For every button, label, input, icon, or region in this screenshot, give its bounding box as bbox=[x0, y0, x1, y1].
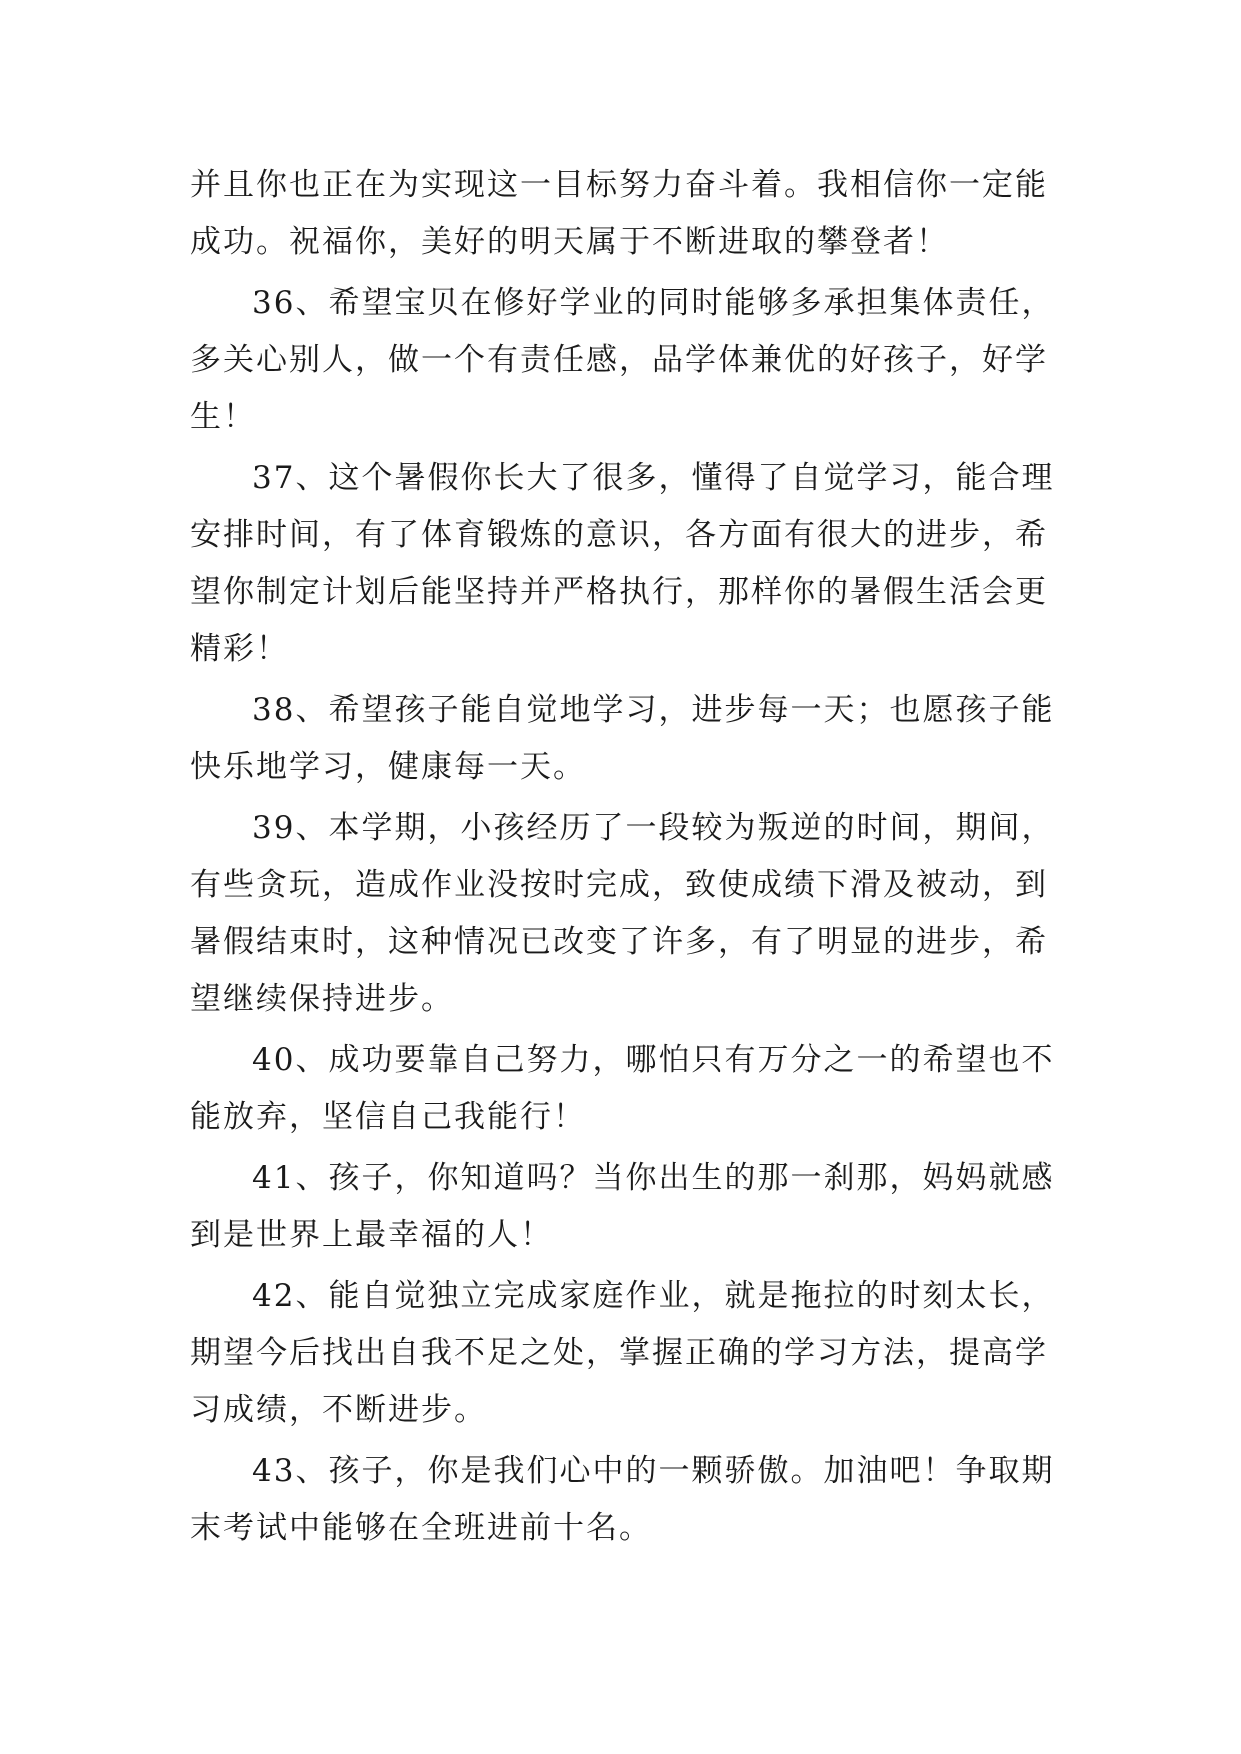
text-line: 42、能自觉独立完成家庭作业，就是拖拉的时刻太长， bbox=[252, 1278, 1055, 1314]
text-line: 多关心别人，做一个有责任感，品学体兼优的好孩子，好学 bbox=[190, 342, 1048, 378]
text-line: 有些贪玩，造成作业没按时完成，致使成绩下滑及被动，到 bbox=[190, 867, 1048, 903]
text-line: 望继续保持进步。 bbox=[190, 981, 454, 1017]
text-line: 37、这个暑假你长大了很多，懂得了自觉学习，能合理 bbox=[252, 460, 1055, 496]
text-line: 末考试中能够在全班进前十名。 bbox=[190, 1510, 652, 1546]
text-line: 40、成功要靠自己努力，哪怕只有万分之一的希望也不 bbox=[252, 1042, 1055, 1078]
text-line: 生！ bbox=[190, 399, 256, 435]
text-line: 41、孩子，你知道吗？当你出生的那一刹那，妈妈就感 bbox=[252, 1160, 1055, 1196]
text-line: 能放弃，坚信自己我能行！ bbox=[190, 1099, 586, 1135]
text-line: 36、希望宝贝在修好学业的同时能够多承担集体责任， bbox=[252, 285, 1055, 321]
text-line: 到是世界上最幸福的人！ bbox=[190, 1217, 553, 1253]
text-line: 并且你也正在为实现这一目标努力奋斗着。我相信你一定能 bbox=[190, 167, 1048, 203]
text-line: 期望今后找出自我不足之处，掌握正确的学习方法，提高学 bbox=[190, 1335, 1048, 1371]
text-line: 39、本学期，小孩经历了一段较为叛逆的时间，期间， bbox=[252, 810, 1055, 846]
text-line: 43、孩子，你是我们心中的一颗骄傲。加油吧！争取期 bbox=[252, 1453, 1055, 1489]
text-line: 38、希望孩子能自觉地学习，进步每一天；也愿孩子能 bbox=[252, 692, 1055, 728]
text-line: 快乐地学习，健康每一天。 bbox=[190, 749, 586, 785]
text-line: 暑假结束时，这种情况已改变了许多，有了明显的进步，希 bbox=[190, 924, 1048, 960]
text-line: 安排时间，有了体育锻炼的意识，各方面有很大的进步，希 bbox=[190, 517, 1048, 553]
text-line: 望你制定计划后能坚持并严格执行，那样你的暑假生活会更 bbox=[190, 574, 1048, 610]
text-line: 习成绩，不断进步。 bbox=[190, 1392, 487, 1428]
text-line: 成功。祝福你，美好的明天属于不断进取的攀登者！ bbox=[190, 224, 949, 260]
text-line: 精彩！ bbox=[190, 631, 289, 667]
